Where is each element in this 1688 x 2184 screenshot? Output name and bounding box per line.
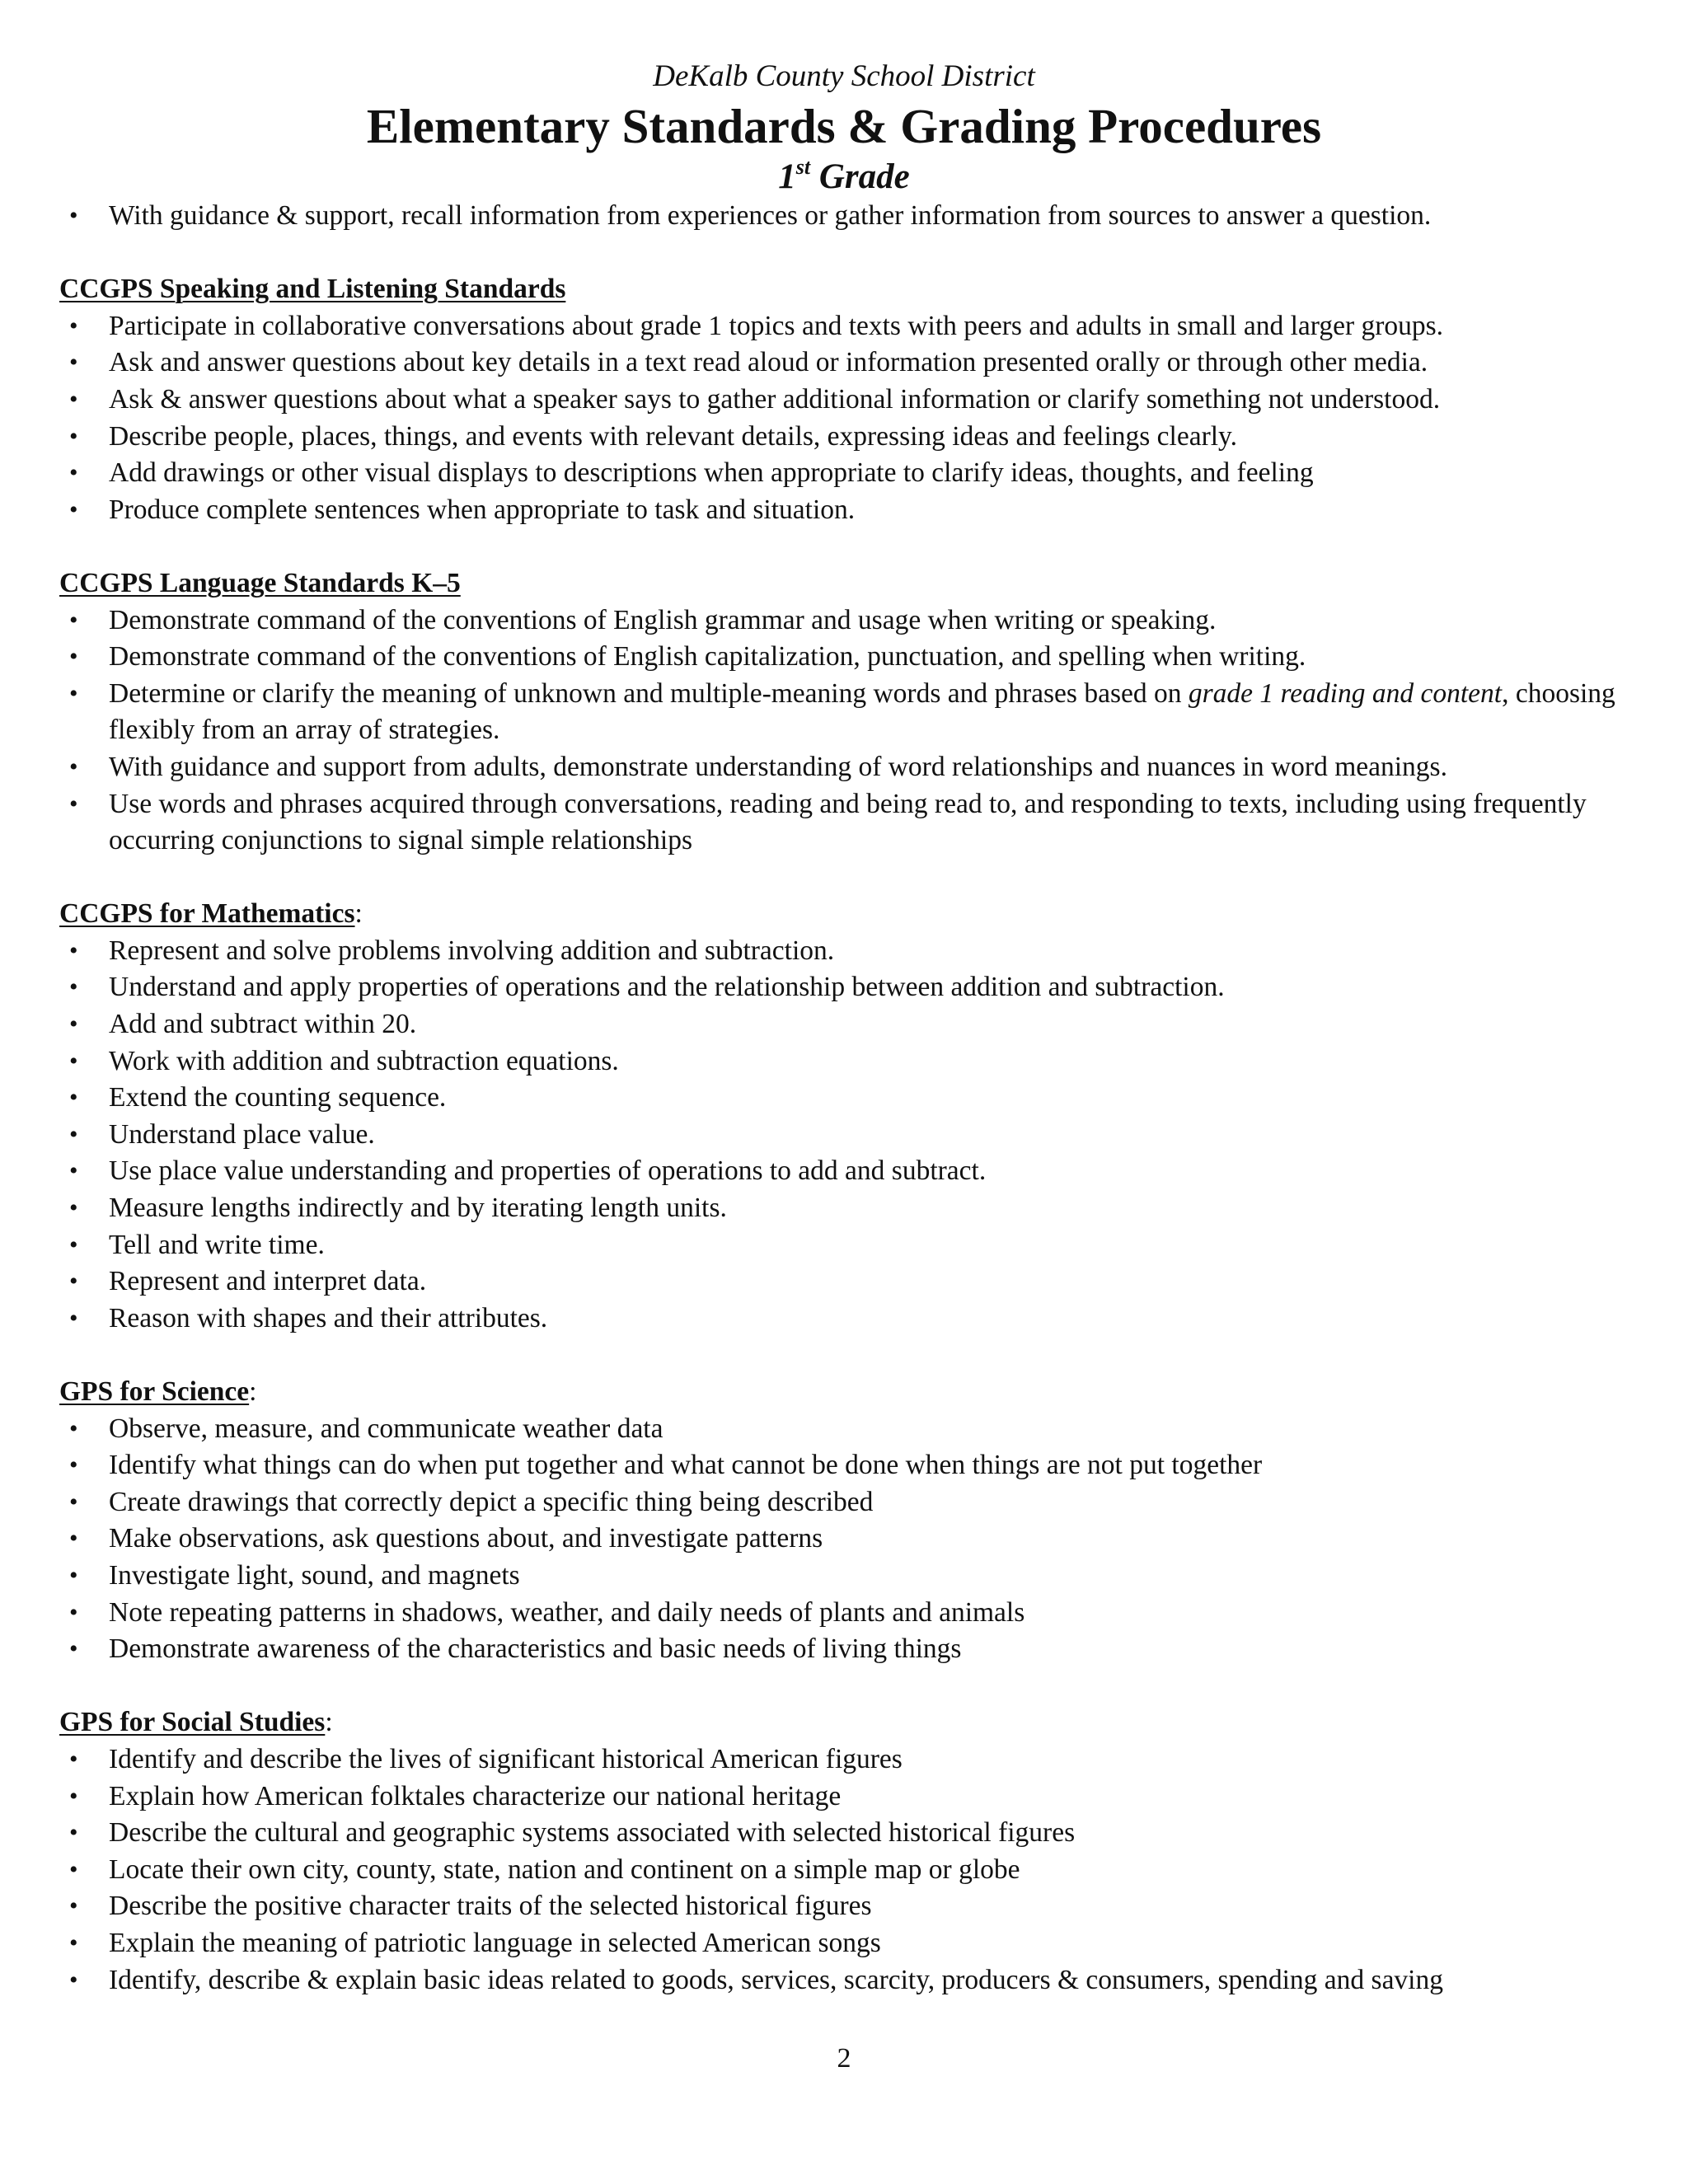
section-heading-colon: : [354, 898, 363, 930]
section-heading-text: GPS for Science [59, 1376, 250, 1407]
bullet-icon: • [69, 643, 78, 671]
list-item-text: With guidance & support, recall information from experiences or gather information from sources to answer a question. [109, 200, 1432, 231]
bullet-icon: • [69, 936, 78, 964]
grade-heading [0, 155, 1688, 199]
list-item [59, 1006, 1625, 1043]
list-item [59, 786, 1625, 860]
list-item [59, 1962, 1625, 1999]
bullet-icon: • [69, 459, 78, 487]
bullet-icon: • [69, 495, 78, 523]
list-item-text: Extend the counting sequence. [109, 1082, 447, 1113]
list-item [59, 1595, 1625, 1632]
section-heading-colon: : [325, 1707, 333, 1738]
list-item [59, 1484, 1625, 1521]
list-item [59, 1741, 1625, 1779]
list-item-text: Identify and describe the lives of significant historical American figures [109, 1743, 903, 1774]
bullet-icon: • [69, 1525, 78, 1553]
grade-word: Grade [810, 157, 910, 196]
list-item [59, 1190, 1625, 1227]
intro-list [59, 198, 1625, 235]
list-item-text: With guidance and support from adults, demonstrate understanding of word relationships and nuances in word meanings. [109, 751, 1447, 782]
list-item [59, 419, 1625, 456]
bullet-icon: • [69, 1414, 78, 1442]
list-item [59, 933, 1625, 970]
list-item [59, 1411, 1625, 1448]
list-item-text: Understand place value. [109, 1118, 375, 1150]
list-item-text: Note repeating patterns in shadows, weather, and daily needs of plants and animals [109, 1596, 1025, 1628]
list-item [59, 455, 1625, 492]
bullet-icon: • [69, 1157, 78, 1185]
list-item [59, 1263, 1625, 1301]
bullet-icon: • [69, 1268, 78, 1296]
list-item-text: Identify, describe & explain basic ideas related to goods, services, scarcity, producers & consumers, spending and saving [109, 1964, 1443, 1995]
bullet-icon: • [69, 1451, 78, 1479]
list-item [59, 1447, 1625, 1484]
list-item [59, 1301, 1625, 1338]
bullet-icon: • [69, 385, 78, 413]
bullet-icon: • [69, 1966, 78, 1994]
bullet-icon: • [69, 1561, 78, 1589]
list-item [59, 1815, 1625, 1852]
list-item [59, 1888, 1625, 1925]
list-item-text: Demonstrate command of the conventions of English capitalization, punctuation, and spelling when writing. [109, 641, 1306, 673]
list-item-text: Describe the cultural and geographic systems associated with selected historical figures [109, 1817, 1076, 1849]
list-item [59, 1925, 1625, 1962]
section-heading [59, 271, 1625, 308]
list-item-text: Create drawings that correctly depict a specific thing being described [109, 1486, 874, 1517]
language-section [59, 565, 1625, 860]
list-item-text: Produce complete sentences when appropriate to task and situation. [109, 494, 856, 525]
list-item [59, 198, 1625, 235]
district-name: DeKalb County School District [653, 59, 1035, 93]
page-number: 2 [837, 2043, 851, 2074]
list-item-text: Use place value understanding and properties of operations to add and subtract. [109, 1155, 987, 1187]
list-item-text: Measure lengths indirectly and by iterating length units. [109, 1193, 727, 1224]
section-heading-text: CCGPS Speaking and Listening Standards [59, 274, 566, 305]
bullet-icon: • [69, 1084, 78, 1112]
list-item-text: , choosing flexibly from an array of strategies. [109, 677, 1615, 746]
bullet-icon: • [69, 349, 78, 377]
document-header [0, 56, 1688, 199]
mathematics-list [59, 933, 1625, 1338]
mathematics-section [59, 896, 1625, 1337]
science-section [59, 1374, 1625, 1668]
list-item [59, 1080, 1625, 1117]
list-item [59, 492, 1625, 529]
list-item-text: Explain how American folktales characterize our national heritage [109, 1780, 842, 1811]
list-item [59, 1631, 1625, 1668]
list-item [59, 382, 1625, 419]
bullet-icon: • [69, 202, 78, 229]
list-item [59, 308, 1625, 345]
section-heading [59, 1374, 1625, 1411]
list-item-text: Identify what things can do when put together and what cannot be done when things are not put together [109, 1450, 1263, 1481]
list-item [59, 676, 1625, 749]
list-item [59, 1227, 1625, 1264]
document-body [59, 198, 1625, 1999]
section-heading [59, 896, 1625, 933]
social-studies-section [59, 1704, 1625, 1999]
bullet-icon: • [69, 679, 78, 707]
bullet-icon: • [69, 1230, 78, 1258]
bullet-icon: • [69, 1194, 78, 1222]
bullet-icon: • [69, 606, 78, 634]
speaking-listening-list [59, 308, 1625, 529]
bullet-icon: • [69, 1635, 78, 1663]
list-item-text: Explain the meaning of patriotic language in selected American songs [109, 1927, 881, 1958]
bullet-icon: • [69, 790, 78, 818]
bullet-icon: • [69, 1855, 78, 1883]
list-item-text: Represent and interpret data. [109, 1266, 427, 1297]
list-item-text: Ask & answer questions about what a speaker says to gather additional information or clarify something not understood. [109, 383, 1441, 415]
bullet-icon: • [69, 1488, 78, 1516]
speaking-listening-section [59, 271, 1625, 528]
list-item-text: Ask and answer questions about key details in a text read aloud or information presented orally or through other media. [109, 347, 1428, 378]
list-item [59, 1117, 1625, 1154]
science-list [59, 1411, 1625, 1668]
section-heading [59, 1704, 1625, 1741]
list-item-text: Describe people, places, things, and events with relevant details, expressing ideas and feelings clearly. [109, 420, 1238, 452]
bullet-icon: • [69, 1010, 78, 1038]
bullet-icon: • [69, 422, 78, 450]
section-heading-text: GPS for Social Studies [59, 1707, 326, 1738]
grade-ordinal-suffix: st [795, 155, 811, 179]
section-heading-text: CCGPS Language Standards K–5 [59, 567, 461, 598]
list-item [59, 602, 1625, 640]
list-item [59, 1153, 1625, 1190]
list-item-emphasis: grade 1 reading and content [1188, 677, 1503, 709]
list-item-text: Represent and solve problems involving addition and subtraction. [109, 935, 835, 966]
section-heading-text: CCGPS for Mathematics [59, 898, 355, 930]
list-item-text: Make observations, ask questions about, and investigate patterns [109, 1523, 823, 1554]
bullet-icon: • [69, 752, 78, 780]
list-item-text: Reason with shapes and their attributes. [109, 1302, 548, 1333]
bullet-icon: • [69, 973, 78, 1001]
list-item-text: Locate their own city, county, state, nation and continent on a simple map or globe [109, 1854, 1020, 1885]
language-list [59, 602, 1625, 860]
social-studies-list [59, 1741, 1625, 1999]
list-item-text: Describe the positive character traits of the selected historical figures [109, 1891, 872, 1922]
section-heading-colon: : [249, 1376, 257, 1407]
bullet-icon: • [69, 1929, 78, 1957]
list-item [59, 1521, 1625, 1558]
list-item [59, 1852, 1625, 1889]
list-item [59, 749, 1625, 786]
list-item-text: Understand and apply properties of operations and the relationship between addition and subtraction. [109, 972, 1225, 1003]
list-item [59, 344, 1625, 382]
list-item-text: Investigate light, sound, and magnets [109, 1559, 520, 1591]
list-item-text: Use words and phrases acquired through conversations, reading and being read to, and responding to texts, including using frequently occurring conjunctions to signal simple relationships [109, 788, 1587, 856]
list-item [59, 639, 1625, 676]
list-item [59, 1043, 1625, 1080]
list-item-text: Add and subtract within 20. [109, 1009, 417, 1040]
bullet-icon: • [69, 1782, 78, 1810]
list-item [59, 1779, 1625, 1816]
list-item [59, 969, 1625, 1006]
bullet-icon: • [69, 1892, 78, 1920]
list-item [59, 1558, 1625, 1595]
list-item-text: Add drawings or other visual displays to descriptions when appropriate to clarify ideas, thoughts, and feeling [109, 457, 1314, 489]
section-heading [59, 565, 1625, 602]
grade-number: 1 [778, 157, 796, 196]
document-title: Elementary Standards & Grading Procedures [366, 99, 1322, 153]
bullet-icon: • [69, 312, 78, 340]
bullet-icon: • [69, 1120, 78, 1148]
bullet-icon: • [69, 1598, 78, 1626]
bullet-icon: • [69, 1745, 78, 1773]
list-item-text: Work with addition and subtraction equations. [109, 1045, 619, 1076]
list-item-text: Demonstrate command of the conventions of English grammar and usage when writing or speaking. [109, 604, 1217, 635]
list-item-text: Tell and write time. [109, 1229, 325, 1260]
list-item-text: Determine or clarify the meaning of unknown and multiple-meaning words and phrases based on [109, 677, 1189, 709]
bullet-icon: • [69, 1047, 78, 1075]
list-item-text: Demonstrate awareness of the characteristics and basic needs of living things [109, 1633, 962, 1665]
bullet-icon: • [69, 1819, 78, 1847]
list-item-text: Participate in collaborative conversations about grade 1 topics and texts with peers and adults in small and larger groups. [109, 310, 1444, 341]
bullet-icon: • [69, 1304, 78, 1332]
list-item-text: Observe, measure, and communicate weather data [109, 1413, 663, 1444]
